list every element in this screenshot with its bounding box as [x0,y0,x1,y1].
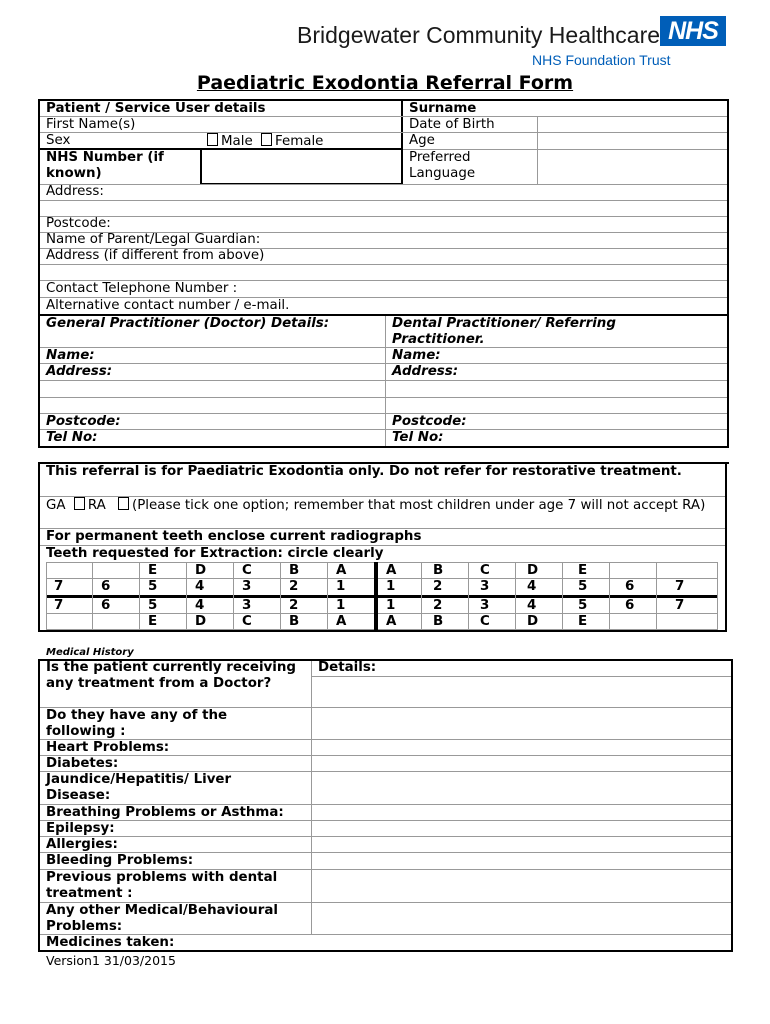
sex-options [207,133,323,150]
version-footer: Version1 31/03/2015 [46,953,176,968]
dental-name-label: Name: [392,348,441,363]
age-label: Age [409,133,435,148]
dob-field[interactable] [538,117,727,132]
tooth-r1-c11[interactable]: E [578,563,588,578]
dental-heading: Dental Practitioner/ Referring Practitioner. [392,316,616,347]
male-label: Male [221,134,253,149]
dental-tel-label: Tel No: [392,430,444,445]
jaundice-label: Jaundice/Hepatitis/ Liver Disease: [46,772,232,803]
postcode-label: Postcode: [46,216,111,231]
ga-label: GA [46,498,66,513]
tooth-r3-c5[interactable]: 2 [289,598,299,613]
tooth-r3-c2[interactable]: 5 [148,598,158,613]
tooth-r1-c10[interactable]: D [527,563,539,578]
tick-note: (Please tick one option; remember that most children under age 7 will not accept RA) [132,498,706,513]
tooth-r3-c9[interactable]: 3 [480,598,490,613]
tooth-r1-c4[interactable]: C [242,563,252,578]
medicines-label: Medicines taken: [46,935,175,950]
tooth-r4-c10[interactable]: D [527,614,539,629]
preferred-language-label: Preferred Language [409,150,476,181]
details-label: Details: [318,660,377,675]
breathing-label: Breathing Problems or Asthma: [46,805,284,820]
gp-name-label: Name: [46,348,95,363]
tooth-r3-c0[interactable]: 7 [54,598,64,613]
tooth-r1-c6[interactable]: A [336,563,347,578]
tooth-r2-c3[interactable]: 4 [195,579,205,594]
q-following: Do they have any of the following : [46,708,228,739]
tooth-r3-c8[interactable]: 2 [433,598,443,613]
bleeding-label: Bleeding Problems: [46,853,194,868]
tooth-r1-c5[interactable]: B [289,563,300,578]
tooth-r1-c2[interactable]: E [148,563,158,578]
tooth-r3-c13[interactable]: 7 [675,598,685,613]
q-current-treatment: Is the patient currently receiving any treatment from a Doctor? [46,660,296,691]
tooth-r2-c0[interactable]: 7 [54,579,64,594]
diabetes-label: Diabetes: [46,756,119,771]
tooth-r2-c12[interactable]: 6 [625,579,635,594]
tooth-r1-c7[interactable]: A [386,563,397,578]
ra-label: RA [87,498,106,513]
tooth-r2-c2[interactable]: 5 [148,579,158,594]
first-names-label: First Name(s) [46,117,136,132]
allergies-label: Allergies: [46,837,118,852]
tooth-r2-c8[interactable]: 2 [433,579,443,594]
tooth-r3-c6[interactable]: 1 [336,598,346,613]
tooth-r2-c1[interactable]: 6 [101,579,111,594]
tooth-r4-c4[interactable]: C [242,614,252,629]
male-checkbox[interactable] [207,133,218,146]
tooth-r4-c9[interactable]: C [480,614,490,629]
tooth-r4-c2[interactable]: E [148,614,158,629]
alt-contact-label: Alternative contact number / e-mail. [46,298,290,313]
tooth-r3-c11[interactable]: 5 [578,598,588,613]
other-problems-label: Any other Medical/Behavioural Problems: [46,903,278,934]
dental-postcode-label: Postcode: [392,414,467,429]
guardian-address-label: Address (if different from above) [46,248,265,263]
medical-history-caption: Medical History [46,647,134,658]
gp-heading: General Practitioner (Doctor) Details: [46,316,330,331]
nhs-number-field[interactable] [202,150,401,183]
tooth-r4-c11[interactable]: E [578,614,588,629]
radiographs-note: For permanent teeth enclose current radiographs [46,529,422,544]
tooth-r3-c3[interactable]: 4 [195,598,205,613]
tooth-r4-c7[interactable]: A [386,614,397,629]
nhs-number-label: NHS Number (if known) [46,150,164,181]
previous-problems-label: Previous problems with dental treatment : [46,870,278,901]
gp-tel-label: Tel No: [46,430,98,445]
tooth-r4-c3[interactable]: D [195,614,207,629]
patient-section-label: Patient / Service User details [46,101,266,116]
nhs-logo: NHS [660,16,726,46]
trust-name: NHS Foundation Trust [532,52,671,68]
tooth-r4-c5[interactable]: B [289,614,300,629]
tooth-r2-c11[interactable]: 5 [578,579,588,594]
tooth-r2-c13[interactable]: 7 [675,579,685,594]
contact-phone-label: Contact Telephone Number : [46,281,238,296]
age-field[interactable] [538,133,727,148]
tooth-r3-c1[interactable]: 6 [101,598,111,613]
anaesthesia-options [46,497,721,514]
tooth-r3-c12[interactable]: 6 [625,598,635,613]
language-field[interactable] [538,150,727,183]
female-checkbox[interactable] [261,133,272,146]
tooth-r2-c10[interactable]: 4 [527,579,537,594]
organisation-name: Bridgewater Community Healthcare [297,22,661,48]
tooth-r4-c8[interactable]: B [433,614,444,629]
tooth-r3-c4[interactable]: 3 [242,598,252,613]
heart-problems-label: Heart Problems: [46,740,170,755]
referral-note: This referral is for Paediatric Exodontia only. Do not refer for restorative treatment. [46,464,682,479]
tooth-r2-c7[interactable]: 1 [386,579,396,594]
female-label: Female [274,134,324,149]
tooth-r4-c6[interactable]: A [336,614,347,629]
ga-checkbox[interactable] [74,497,85,510]
tooth-r3-c10[interactable]: 4 [527,598,537,613]
gp-postcode-label: Postcode: [46,414,121,429]
ra-checkbox[interactable] [118,497,129,510]
tooth-r2-c5[interactable]: 2 [289,579,299,594]
dob-label: Date of Birth [409,117,495,132]
tooth-r1-c9[interactable]: C [480,563,490,578]
tooth-r1-c3[interactable]: D [195,563,207,578]
gp-address-label: Address: [46,364,113,379]
page-title: Paediatric Exodontia Referral Form [196,72,574,94]
guardian-label: Name of Parent/Legal Guardian: [46,232,261,247]
tooth-r2-c9[interactable]: 3 [480,579,490,594]
address-label: Address: [46,184,104,199]
tooth-r2-c4[interactable]: 3 [242,579,252,594]
dental-address-label: Address: [392,364,459,379]
surname-label: Surname [409,101,477,116]
epilepsy-label: Epilepsy: [46,821,115,836]
teeth-heading: Teeth requested for Extraction: circle clearly [46,546,384,561]
surname-field[interactable] [538,101,727,116]
tooth-r3-c7[interactable]: 1 [386,598,396,613]
tooth-r2-c6[interactable]: 1 [336,579,346,594]
tooth-r1-c8[interactable]: B [433,563,444,578]
sex-label: Sex [46,133,71,148]
